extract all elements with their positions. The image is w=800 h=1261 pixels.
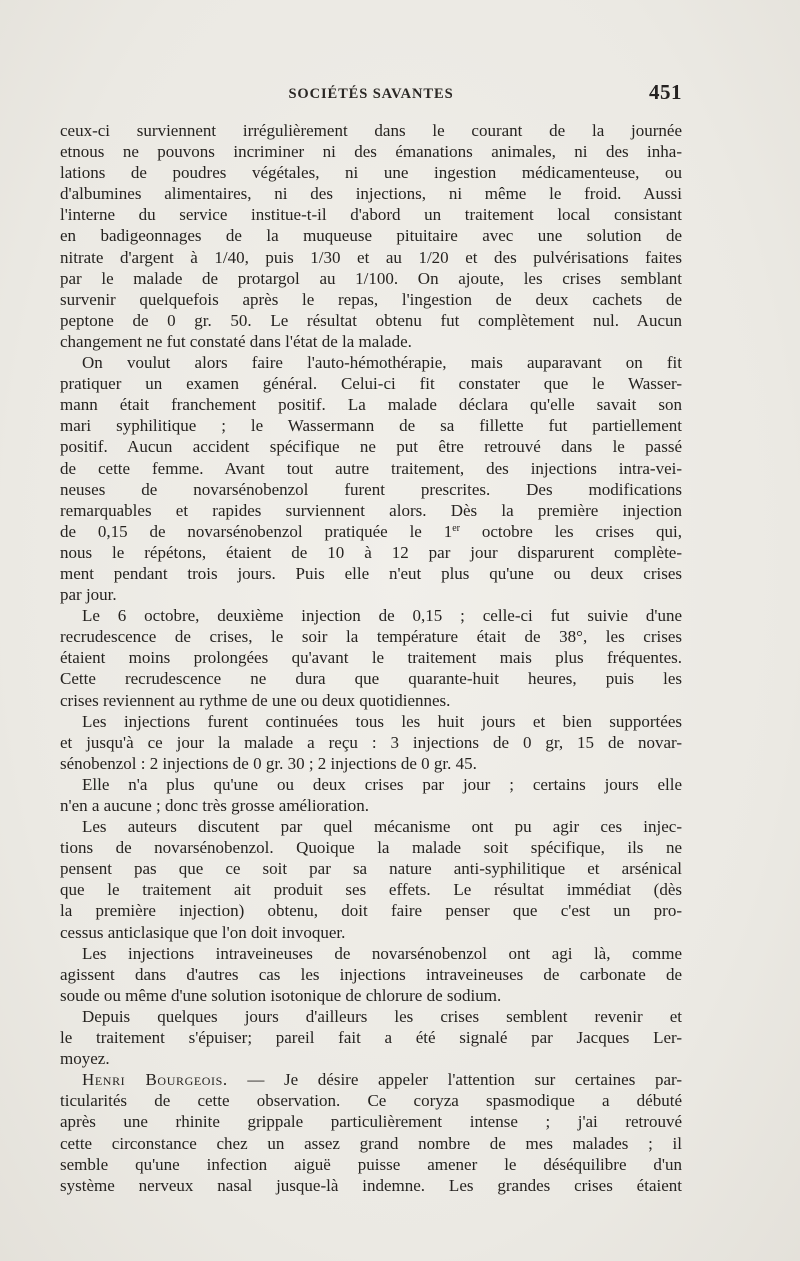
text-line: nitrate d'argent à 1/40, puis 1/30 et au 1/20 et des pulvérisations faites (60, 247, 682, 267)
text-line: pratiquer un examen général. Celui-ci fit constater que le Wasser- (60, 374, 682, 394)
text-line: par jour. (60, 585, 117, 605)
text-line: Henri Bourgeois. — Je désire appeler l'attention sur certaines par- (82, 1070, 682, 1090)
text-line: ment pendant trois jours. Puis elle n'eut plus qu'une ou deux crises (60, 563, 682, 583)
text-line: neuses de novarsénobenzol furent prescrites. Des modifications (60, 479, 682, 499)
text-line: recrudescence de crises, le soir la température était de 38°, les crises (60, 627, 682, 647)
text-line: peptone de 0 gr. 50. Le résultat obtenu fut complètement nul. Aucun (60, 310, 682, 330)
body-text (60, 120, 682, 1196)
text-line: de cette femme. Avant tout autre traitement, des injections intra-vei- (60, 458, 682, 478)
text-line: d'albumines alimentaires, ni des injections, ni même le froid. Aussi (60, 184, 682, 204)
text-line: après une rhinite grippale particulièrement intense ; j'ai retrouvé (60, 1112, 682, 1132)
text-line: l'interne du service institue-t-il d'abord un traitement local consistant (60, 205, 682, 225)
speaker-name: Henri Bourgeois. (82, 1070, 228, 1090)
text-line: système nerveux nasal jusque-là indemne. Les grandes crises étaient (60, 1175, 682, 1195)
text-line: positif. Aucun accident spécifique ne put être retrouvé dans le passé (60, 437, 682, 457)
text-line: que le traitement ait produit ses effets. Le résultat immédiat (dès (60, 880, 682, 900)
text-line: Les auteurs discutent par quel mécanisme ont pu agir ces injec- (82, 817, 682, 837)
text-line: tions de novarsénobenzol. Quoique la malade soit spécifique, ils ne (60, 838, 682, 858)
text-line: le traitement s'épuiser; pareil fait a été signalé par Jacques Ler- (60, 1028, 682, 1048)
text-line: soude ou même d'une solution isotonique de chlorure de sodium. (60, 985, 502, 1005)
text-line: changement ne fut constaté dans l'état de la malade. (60, 331, 412, 351)
text-line: pensent pas que ce soit par sa nature anti-syphilitique et arsénical (60, 859, 682, 879)
text-line: moyez. (60, 1049, 110, 1069)
text-line: agissent dans d'autres cas les injections intraveineuses de carbonate de (60, 964, 682, 984)
text-line: Elle n'a plus qu'une ou deux crises par jour ; certains jours elle (82, 774, 682, 794)
text-line: nous le répétons, étaient de 10 à 12 par jour disparurent complète- (60, 542, 682, 562)
text-line: ticularités de cette observation. Ce coryza spasmodique a débuté (60, 1091, 682, 1111)
text-line: Le 6 octobre, deuxième injection de 0,15 ; celle-ci fut suivie d'une (82, 606, 682, 626)
text-line: cette circonstance chez un assez grand nombre de mes malades ; il (60, 1133, 682, 1153)
text-line: etnous ne pouvons incriminer ni des émanations animales, ni des inha- (60, 142, 682, 162)
text-line: en badigeonnages de la muqueuse pituitaire avec une solution de (60, 226, 682, 246)
text-line: cessus anticlasique que l'on doit invoquer. (60, 922, 346, 942)
text-line: Depuis quelques jours d'ailleurs les crises semblent revenir et (82, 1006, 682, 1026)
text-line: Les injections furent continuées tous les huit jours et bien supportées (82, 711, 682, 731)
text-line: remarquables et rapides surviennent alors. Dès la première injection (60, 500, 682, 520)
text-line: crises reviennent au rythme de une ou deux quotidiennes. (60, 690, 451, 710)
text-line: la première injection) obtenu, doit faire penser que c'est un pro- (60, 901, 682, 921)
text-line: Cette recrudescence ne dura que quarante-huit heures, puis les (60, 669, 682, 689)
text-line: On voulut alors faire l'auto-hémothérapie, mais auparavant on fit (82, 353, 682, 373)
text-line: mann était franchement positif. La malade déclara qu'elle savait son (60, 395, 682, 415)
text-line: semble qu'une infection aiguë puisse amener le déséquilibre d'un (60, 1154, 682, 1174)
page-header (60, 80, 682, 108)
text-line: sénobenzol : 2 injections de 0 gr. 30 ; 2 injections de 0 gr. 45. (60, 753, 477, 773)
text-line: par le malade de protargol au 1/100. On ajoute, les crises semblant (60, 268, 682, 288)
text-line: ceux-ci surviennent irrégulièrement dans le courant de la journée (60, 121, 682, 140)
text-line: de 0,15 de novarsénobenzol pratiquée le 1er octobre les crises qui, (60, 521, 682, 541)
running-head: SOCIÉTÉS SAVANTES (288, 86, 454, 102)
text-line: mari syphilitique ; le Wassermann de sa fillette fut partiellement (60, 416, 682, 436)
text-line: Les injections intraveineuses de novarsénobenzol ont agi là, comme (82, 943, 682, 963)
text-line: n'en a aucune ; donc très grosse amélioration. (60, 796, 369, 815)
text-line: survenir quelquefois après le repas, l'ingestion de deux cachets de (60, 289, 682, 309)
text-line: lations de poudres végétales, ni une ingestion médicamenteuse, ou (60, 163, 682, 183)
page-number: 451 (649, 80, 682, 104)
text-line: étaient moins prolongées qu'avant le traitement mais plus fréquentes. (60, 648, 682, 668)
text-line: et jusqu'à ce jour la malade a reçu : 3 injections de 0 gr, 15 de novar- (60, 732, 682, 752)
